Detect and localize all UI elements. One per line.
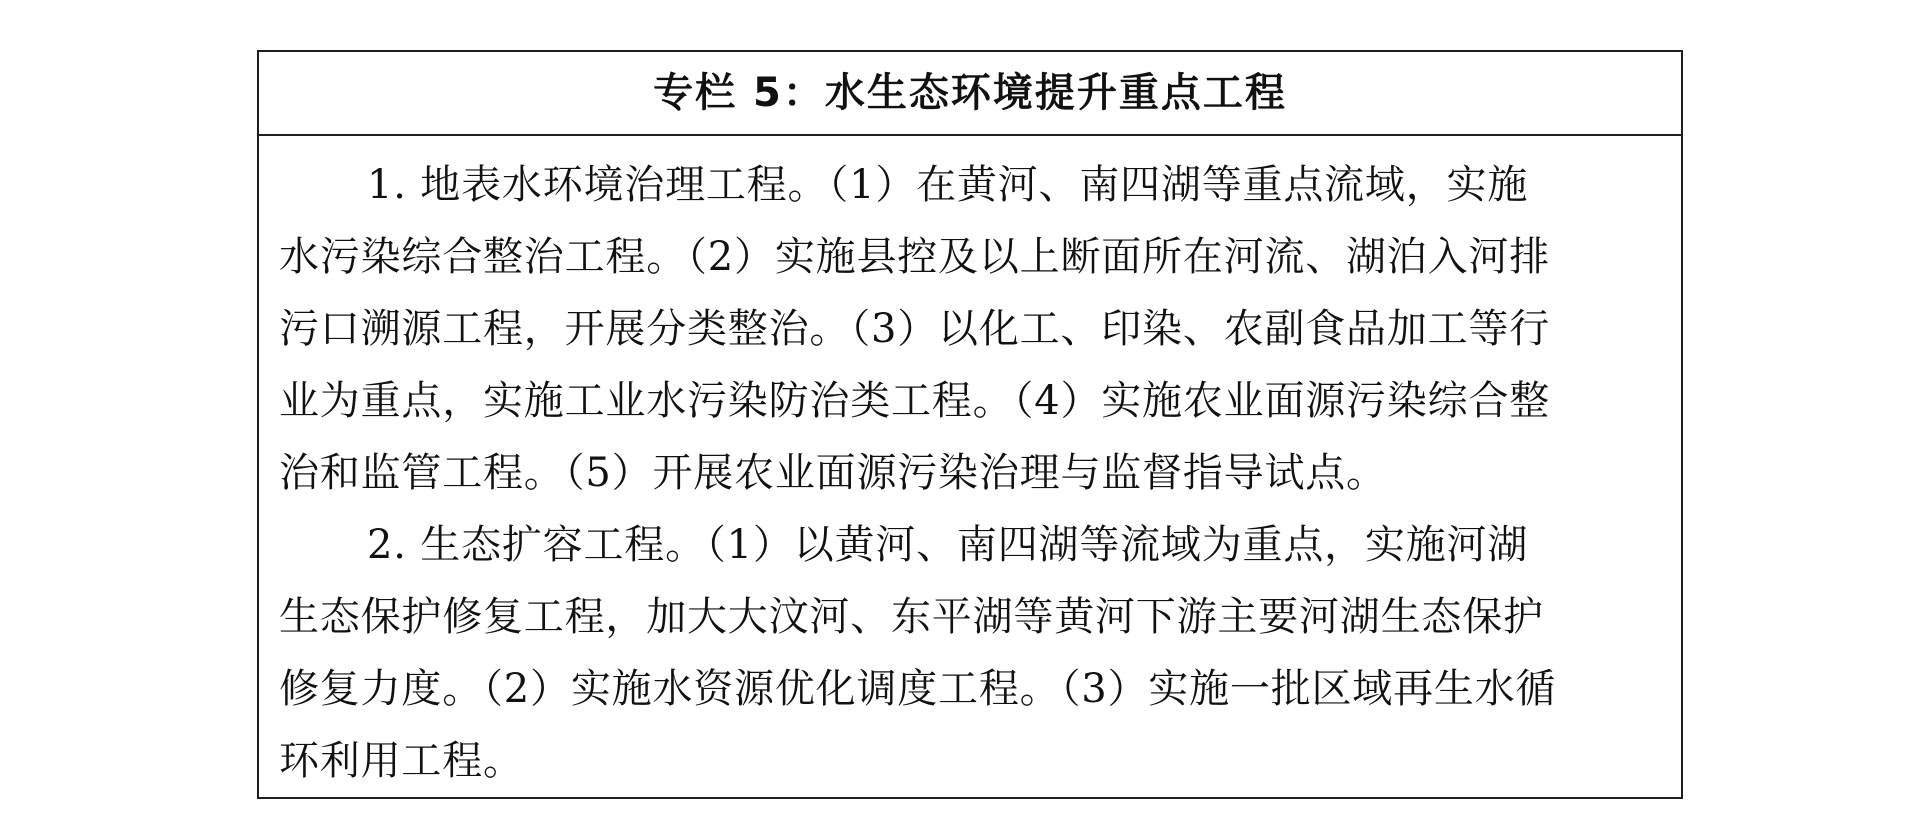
column-title: 专栏 5：水生态环境提升重点工程 [653, 70, 1287, 116]
content-line-5: 治和监管工程。（5）开展农业面源污染治理与监督指导试点。 [279, 450, 1387, 496]
title-bar [259, 52, 1681, 136]
content-line-9: 环利用工程。 [279, 738, 524, 784]
content-line-4: 业为重点，实施工业水污染防治类工程。（4）实施农业面源污染综合整 [279, 378, 1551, 424]
content-line-7: 生态保护修复工程，加大大汶河、东平湖等黄河下游主要河湖生态保护 [279, 594, 1544, 640]
column-box [257, 50, 1683, 799]
content-line-6: 2. 生态扩容工程。（1）以黄河、南四湖等流域为重点，实施河湖 [367, 522, 1529, 568]
content-line-1: 1. 地表水环境治理工程。（1）在黄河、南四湖等重点流域，实施 [367, 162, 1529, 208]
content-line-3: 污口溯源工程，开展分类整治。（3）以化工、印染、农副食品加工等行 [279, 306, 1551, 352]
column-content [259, 136, 1681, 797]
content-line-8: 修复力度。（2）实施水资源优化调度工程。（3）实施一批区域再生水循 [279, 666, 1557, 712]
content-line-2: 水污染综合整治工程。（2）实施县控及以上断面所在河流、湖泊入河排 [279, 234, 1551, 280]
